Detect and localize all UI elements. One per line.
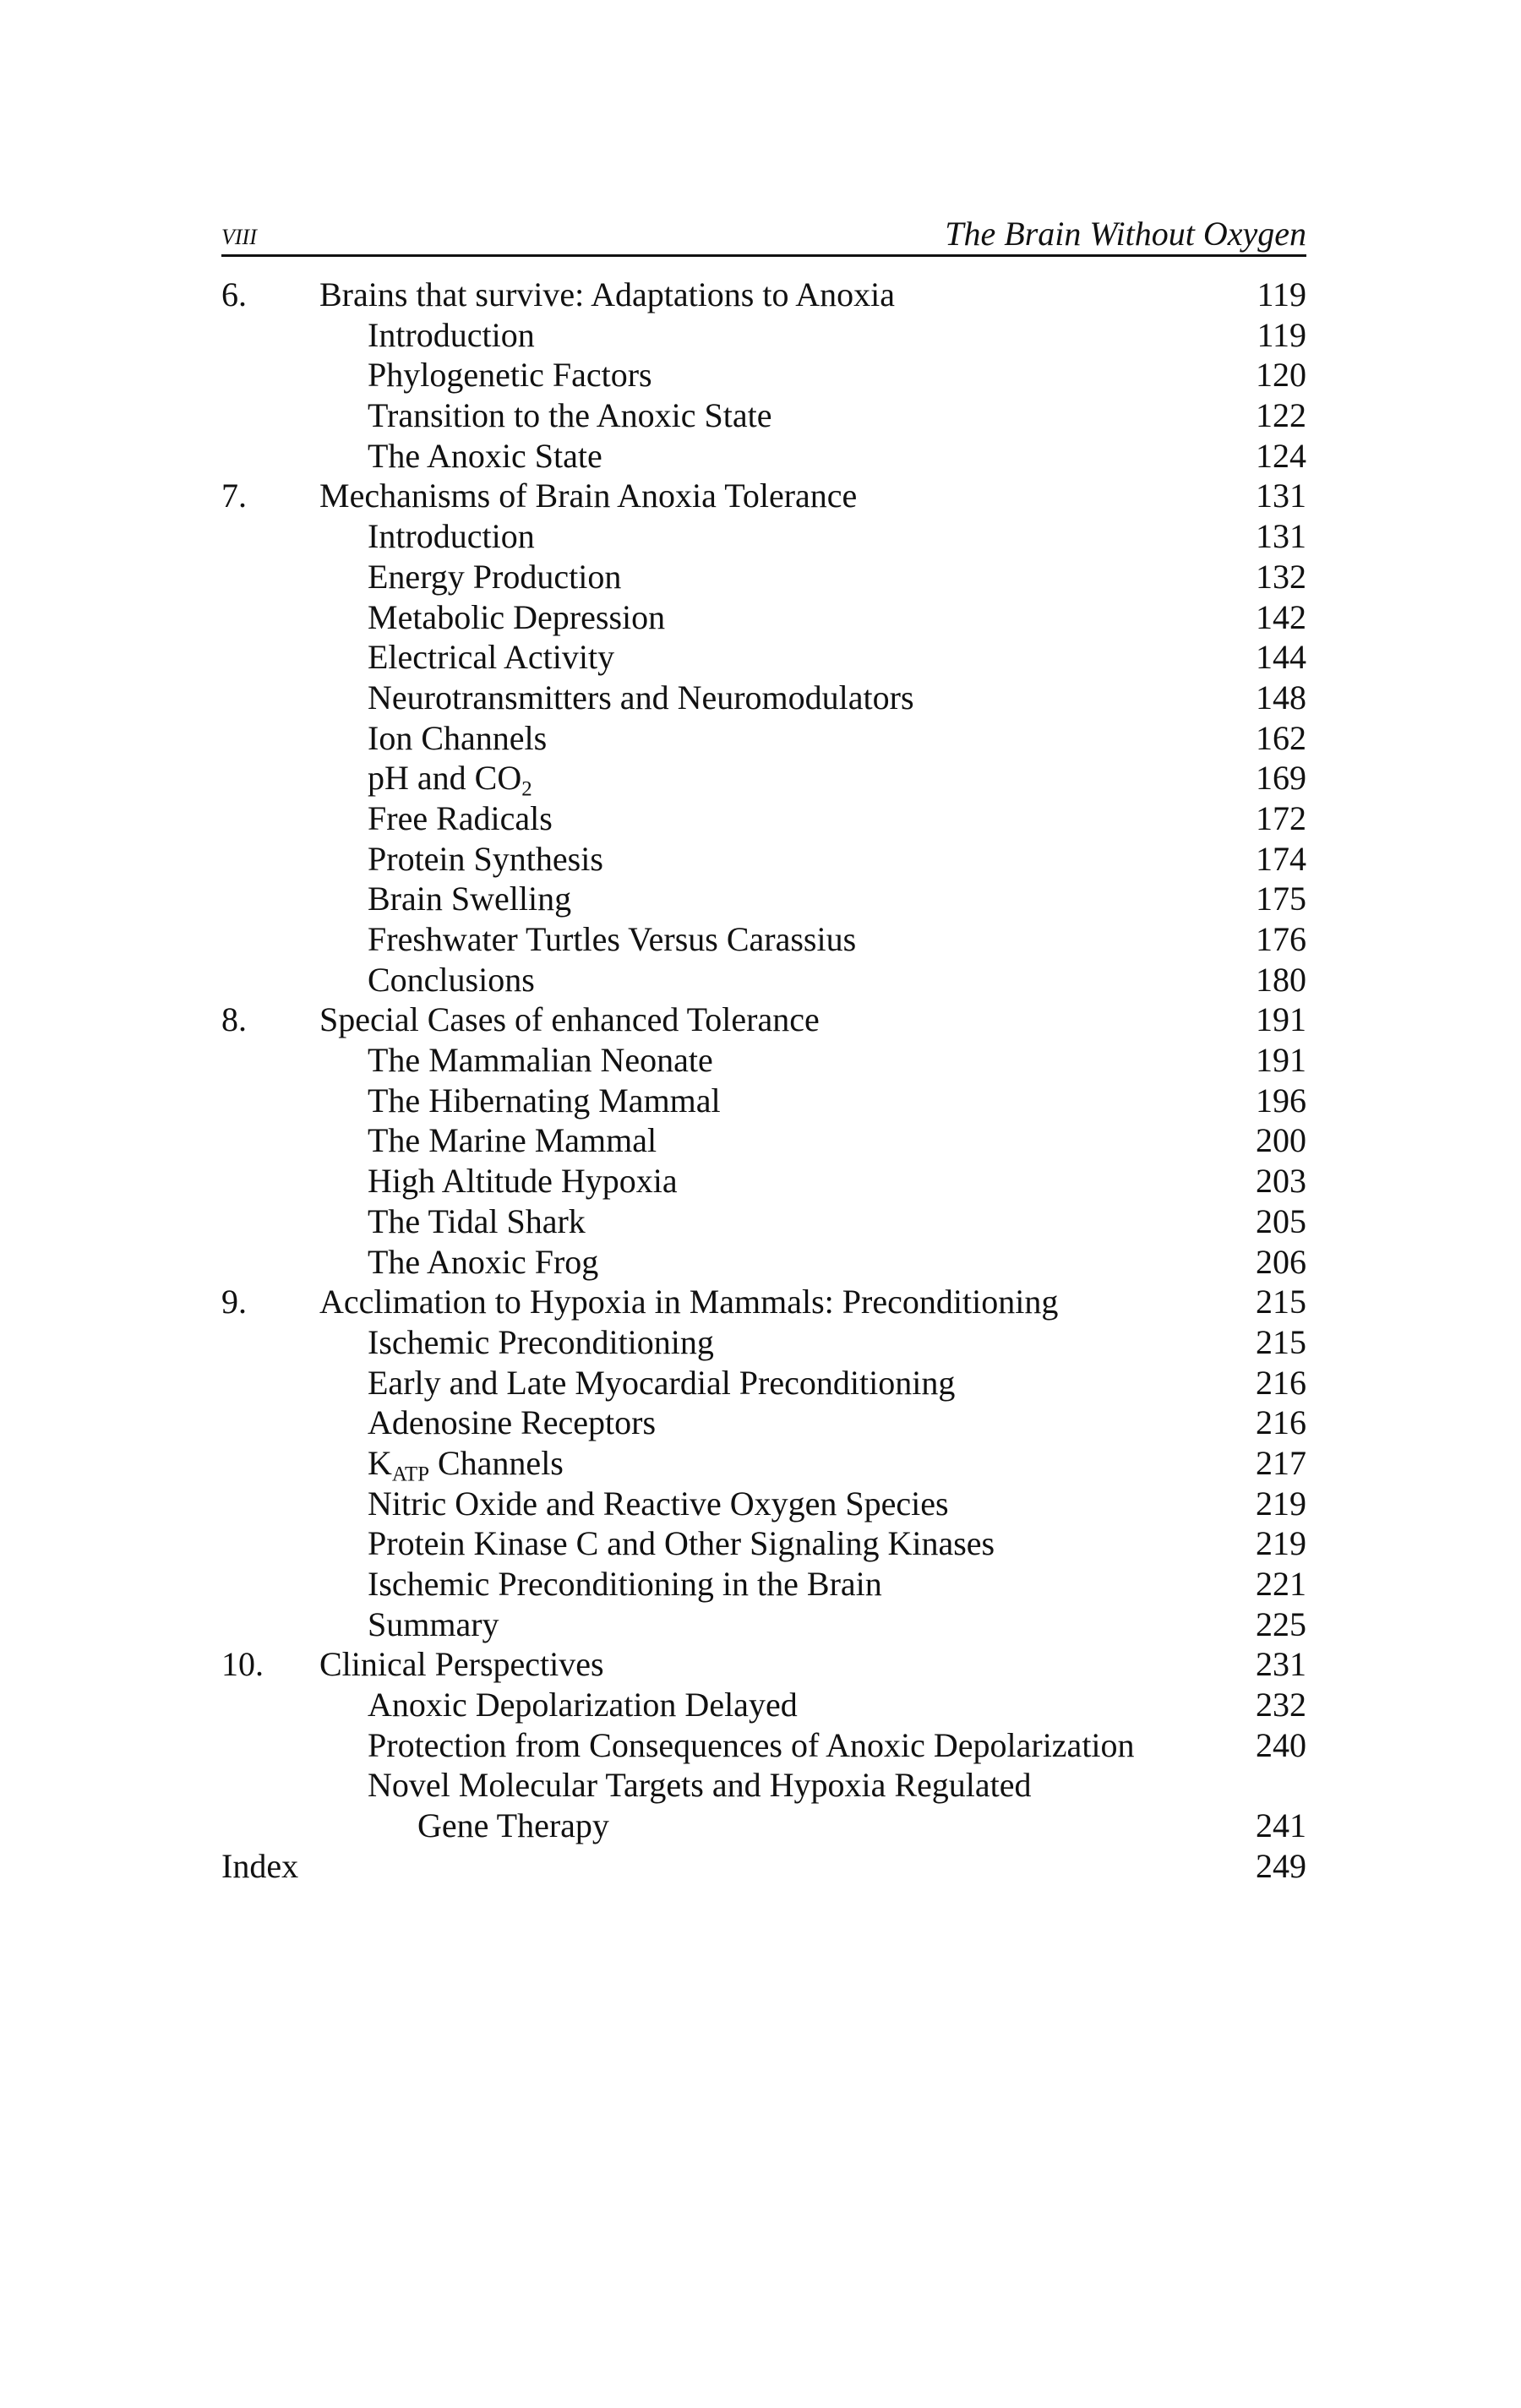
page-number: 241 [1256, 1806, 1306, 1845]
toc-entry-title-text: Ischemic Preconditioning in the Brain [368, 1565, 882, 1603]
toc-entry-title-text: Special Cases of enhanced Tolerance [319, 1000, 820, 1039]
page-number: 119 [1257, 315, 1306, 354]
toc-entry-title-text: Early and Late Myocardial Preconditioning [368, 1363, 956, 1402]
toc-entry-title-text: Nitric Oxide and Reactive Oxygen Species [368, 1484, 949, 1523]
toc-entry-title [368, 1484, 949, 1524]
toc-entry-title-text: Conclusions [368, 960, 535, 999]
toc-entry-title [319, 1644, 604, 1685]
page-number: 191 [1256, 1041, 1306, 1080]
chapter-number: 10. [221, 1645, 264, 1684]
toc-entry-row [221, 1322, 1306, 1363]
toc-entry-title [368, 1443, 564, 1484]
toc-entry-title-text: Ion Channels [368, 718, 548, 757]
toc-entry-title-text: Protein Kinase C and Other Signaling Kinases [368, 1524, 995, 1563]
toc-entry-row [221, 1685, 1306, 1725]
page-number: 148 [1256, 678, 1306, 716]
toc-entry-row [221, 395, 1306, 436]
page-number: 120 [1256, 356, 1306, 395]
toc-entry-title [368, 839, 603, 880]
toc-entry-title [368, 1120, 657, 1161]
page-number: 203 [1256, 1162, 1306, 1201]
toc-entry-title [368, 1242, 598, 1283]
toc-index-row [221, 1846, 1306, 1887]
toc-entry-title-text: High Altitude Hypoxia [368, 1162, 678, 1201]
chapter-number: 8. [221, 1000, 247, 1039]
toc-entry-title [368, 879, 571, 919]
toc-entry-row [221, 1604, 1306, 1645]
toc-entry-row [221, 1120, 1306, 1161]
toc-entry-title [368, 798, 553, 839]
toc-entry-title [368, 1765, 1032, 1806]
toc-entry-title-text: Clinical Perspectives [319, 1645, 604, 1684]
toc-entry-title-text: Mechanisms of Brain Anoxia Tolerance [319, 477, 858, 515]
toc-entry-title-text: Introduction [368, 517, 535, 556]
toc-entry-title-text: The Anoxic State [368, 436, 602, 475]
toc-entry-row [221, 1081, 1306, 1121]
toc-entry-row [221, 1484, 1306, 1524]
toc-entry-title-text: Channels [429, 1443, 564, 1482]
toc-entry-title [368, 1685, 798, 1725]
toc-entry-title-text: Freshwater Turtles Versus Carassius [368, 920, 857, 958]
toc-entry-row [221, 919, 1306, 960]
toc-entry-title [368, 1081, 721, 1121]
toc-entry-title [368, 597, 665, 638]
toc-entry-row [221, 557, 1306, 597]
page-number: 172 [1256, 798, 1306, 837]
page-number: 132 [1256, 557, 1306, 596]
toc-entry-row [221, 960, 1306, 1000]
page-number: 191 [1256, 1000, 1306, 1039]
toc-entry-title-text: Free Radicals [368, 798, 553, 837]
toc-entry-title [368, 919, 856, 960]
toc-entry-title-text: Introduction [368, 315, 535, 354]
toc-entry-title-text: Brain Swelling [368, 880, 572, 918]
toc-entry-title-text: Protein Synthesis [368, 839, 603, 878]
toc-entry-title-text: Phylogenetic Factors [368, 356, 652, 395]
page-number: 124 [1256, 436, 1306, 475]
toc-chapter-row [221, 1000, 1306, 1040]
page-number: 200 [1256, 1121, 1306, 1160]
toc-entry-title-text: Index [221, 1846, 299, 1885]
chapter-number: 6. [221, 275, 247, 313]
page-number: 249 [1256, 1846, 1306, 1885]
page-number: 217 [1256, 1443, 1306, 1482]
page-number: 119 [1257, 275, 1306, 313]
toc-entry-title [368, 1725, 1135, 1766]
page-folio: VIII [221, 225, 257, 249]
page-number: 206 [1256, 1242, 1306, 1281]
toc-entry-row [221, 1363, 1306, 1403]
toc-entry-title [368, 1604, 499, 1645]
toc-entry-title-text: The Marine Mammal [368, 1121, 657, 1160]
toc-entry-title [319, 476, 857, 516]
toc-entry-title-text: pH and CO [368, 759, 522, 798]
toc-entry-row [221, 1242, 1306, 1283]
chapter-number: 9. [221, 1283, 247, 1321]
toc-entry-row [221, 1443, 1306, 1484]
toc-entry-title [368, 1040, 713, 1081]
toc-entry-title [368, 1363, 955, 1403]
page-number: 144 [1256, 638, 1306, 677]
toc-entry-row [221, 355, 1306, 395]
toc-entry-title [368, 1201, 586, 1242]
page-number: 231 [1256, 1645, 1306, 1684]
toc-entry-row [221, 678, 1306, 718]
toc-entry-row [221, 1765, 1306, 1806]
toc-entry-title-text: Gene Therapy [417, 1806, 609, 1845]
toc-entry-title [368, 1564, 882, 1604]
toc-entry-row [221, 637, 1306, 678]
toc-entry-title-text: Adenosine Receptors [368, 1403, 657, 1442]
page-number: 225 [1256, 1604, 1306, 1643]
toc-entry-title-text: Acclimation to Hypoxia in Mammals: Preconditioning [319, 1283, 1059, 1321]
toc-entry-title-text: Neurotransmitters and Neuromodulators [368, 678, 914, 716]
page-number: 240 [1256, 1725, 1306, 1764]
toc-entry-title [368, 718, 547, 759]
toc-entry-row [221, 1201, 1306, 1242]
header-rule [221, 254, 1306, 257]
subscript: ATP [391, 1463, 429, 1486]
running-title: The Brain Without Oxygen [945, 215, 1306, 253]
toc-chapter-row [221, 1644, 1306, 1685]
page-number: 131 [1256, 477, 1306, 515]
toc-entry-title-text: The Hibernating Mammal [368, 1081, 721, 1120]
toc-entry-row [221, 839, 1306, 880]
toc-chapter-row [221, 275, 1306, 315]
toc-entry-title [368, 1403, 656, 1443]
page-number: 196 [1256, 1081, 1306, 1120]
toc-entry-row [221, 718, 1306, 759]
subscript: 2 [521, 777, 532, 801]
page-number: 122 [1256, 396, 1306, 435]
toc-entry-row [221, 1040, 1306, 1081]
toc-entry-row [221, 516, 1306, 557]
toc-entry-row [221, 1725, 1306, 1766]
page-number: 221 [1256, 1565, 1306, 1603]
toc-entry-row [221, 1564, 1306, 1604]
page-number: 205 [1256, 1201, 1306, 1240]
page-number: 219 [1256, 1524, 1306, 1563]
page-number: 180 [1256, 960, 1306, 999]
toc-entry-row [221, 879, 1306, 919]
toc-entry-title [368, 516, 535, 557]
toc-entry-row [221, 1161, 1306, 1201]
toc-entry-row [221, 315, 1306, 356]
toc-entry-title [368, 436, 602, 477]
toc-entry-title-text: The Anoxic Frog [368, 1242, 599, 1281]
toc-entry-title-text: Brains that survive: Adaptations to Anoxia [319, 275, 896, 313]
page-number: 175 [1256, 880, 1306, 918]
page-number: 169 [1256, 759, 1306, 798]
toc-entry-row [221, 436, 1306, 477]
toc-entry-row [221, 1523, 1306, 1564]
page-number: 219 [1256, 1484, 1306, 1523]
toc-entry-title-text: K [368, 1443, 392, 1482]
chapter-number: 7. [221, 477, 247, 515]
running-head [221, 213, 1306, 255]
table-of-contents [221, 275, 1306, 1887]
page-number: 232 [1256, 1686, 1306, 1724]
toc-entry-title-text: Metabolic Depression [368, 597, 666, 636]
page-number: 215 [1256, 1283, 1306, 1321]
toc-entry-title [368, 395, 772, 436]
toc-entry-title [368, 758, 532, 801]
toc-entry-row [221, 758, 1306, 801]
page-number: 174 [1256, 839, 1306, 878]
toc-entry-title-text: The Mammalian Neonate [368, 1041, 713, 1080]
page-number: 215 [1256, 1322, 1306, 1361]
toc-entry-title [368, 637, 614, 678]
toc-entry-title [368, 557, 621, 597]
page-number: 162 [1256, 718, 1306, 757]
toc-entry-title [368, 1322, 714, 1363]
toc-entry-title [368, 1161, 678, 1201]
toc-entry-title-text: Electrical Activity [368, 638, 615, 677]
page-number: 142 [1256, 597, 1306, 636]
toc-entry-title [368, 1523, 995, 1564]
toc-entry-title-text: Summary [368, 1604, 499, 1643]
toc-chapter-row [221, 1282, 1306, 1322]
toc-entry-title [221, 1846, 298, 1887]
toc-entry-title-text: Protection from Consequences of Anoxic Depolarization [368, 1725, 1135, 1764]
toc-entry-title-text: The Tidal Shark [368, 1201, 586, 1240]
toc-entry-title [368, 960, 535, 1000]
toc-entry-row [221, 1806, 1306, 1846]
toc-entry-row [221, 798, 1306, 839]
page-number: 131 [1256, 517, 1306, 556]
toc-entry-title [319, 1282, 1058, 1322]
toc-entry-title [368, 315, 535, 356]
toc-chapter-row [221, 476, 1306, 516]
toc-entry-title-text: Ischemic Preconditioning [368, 1322, 714, 1361]
toc-entry-title-text: Transition to the Anoxic State [368, 396, 772, 435]
page-number: 216 [1256, 1403, 1306, 1442]
toc-entry-title [368, 355, 652, 395]
toc-entry-title [319, 275, 895, 315]
page-number: 216 [1256, 1363, 1306, 1402]
toc-entry-title-text: Energy Production [368, 557, 622, 596]
toc-entry-title [319, 1000, 820, 1040]
toc-entry-row [221, 1403, 1306, 1443]
toc-entry-title-text: Novel Molecular Targets and Hypoxia Regulated [368, 1766, 1032, 1805]
toc-entry-title [368, 678, 914, 718]
page-number: 176 [1256, 920, 1306, 958]
toc-entry-title [417, 1806, 609, 1846]
toc-entry-row [221, 597, 1306, 638]
toc-entry-title-text: Anoxic Depolarization Delayed [368, 1686, 798, 1724]
